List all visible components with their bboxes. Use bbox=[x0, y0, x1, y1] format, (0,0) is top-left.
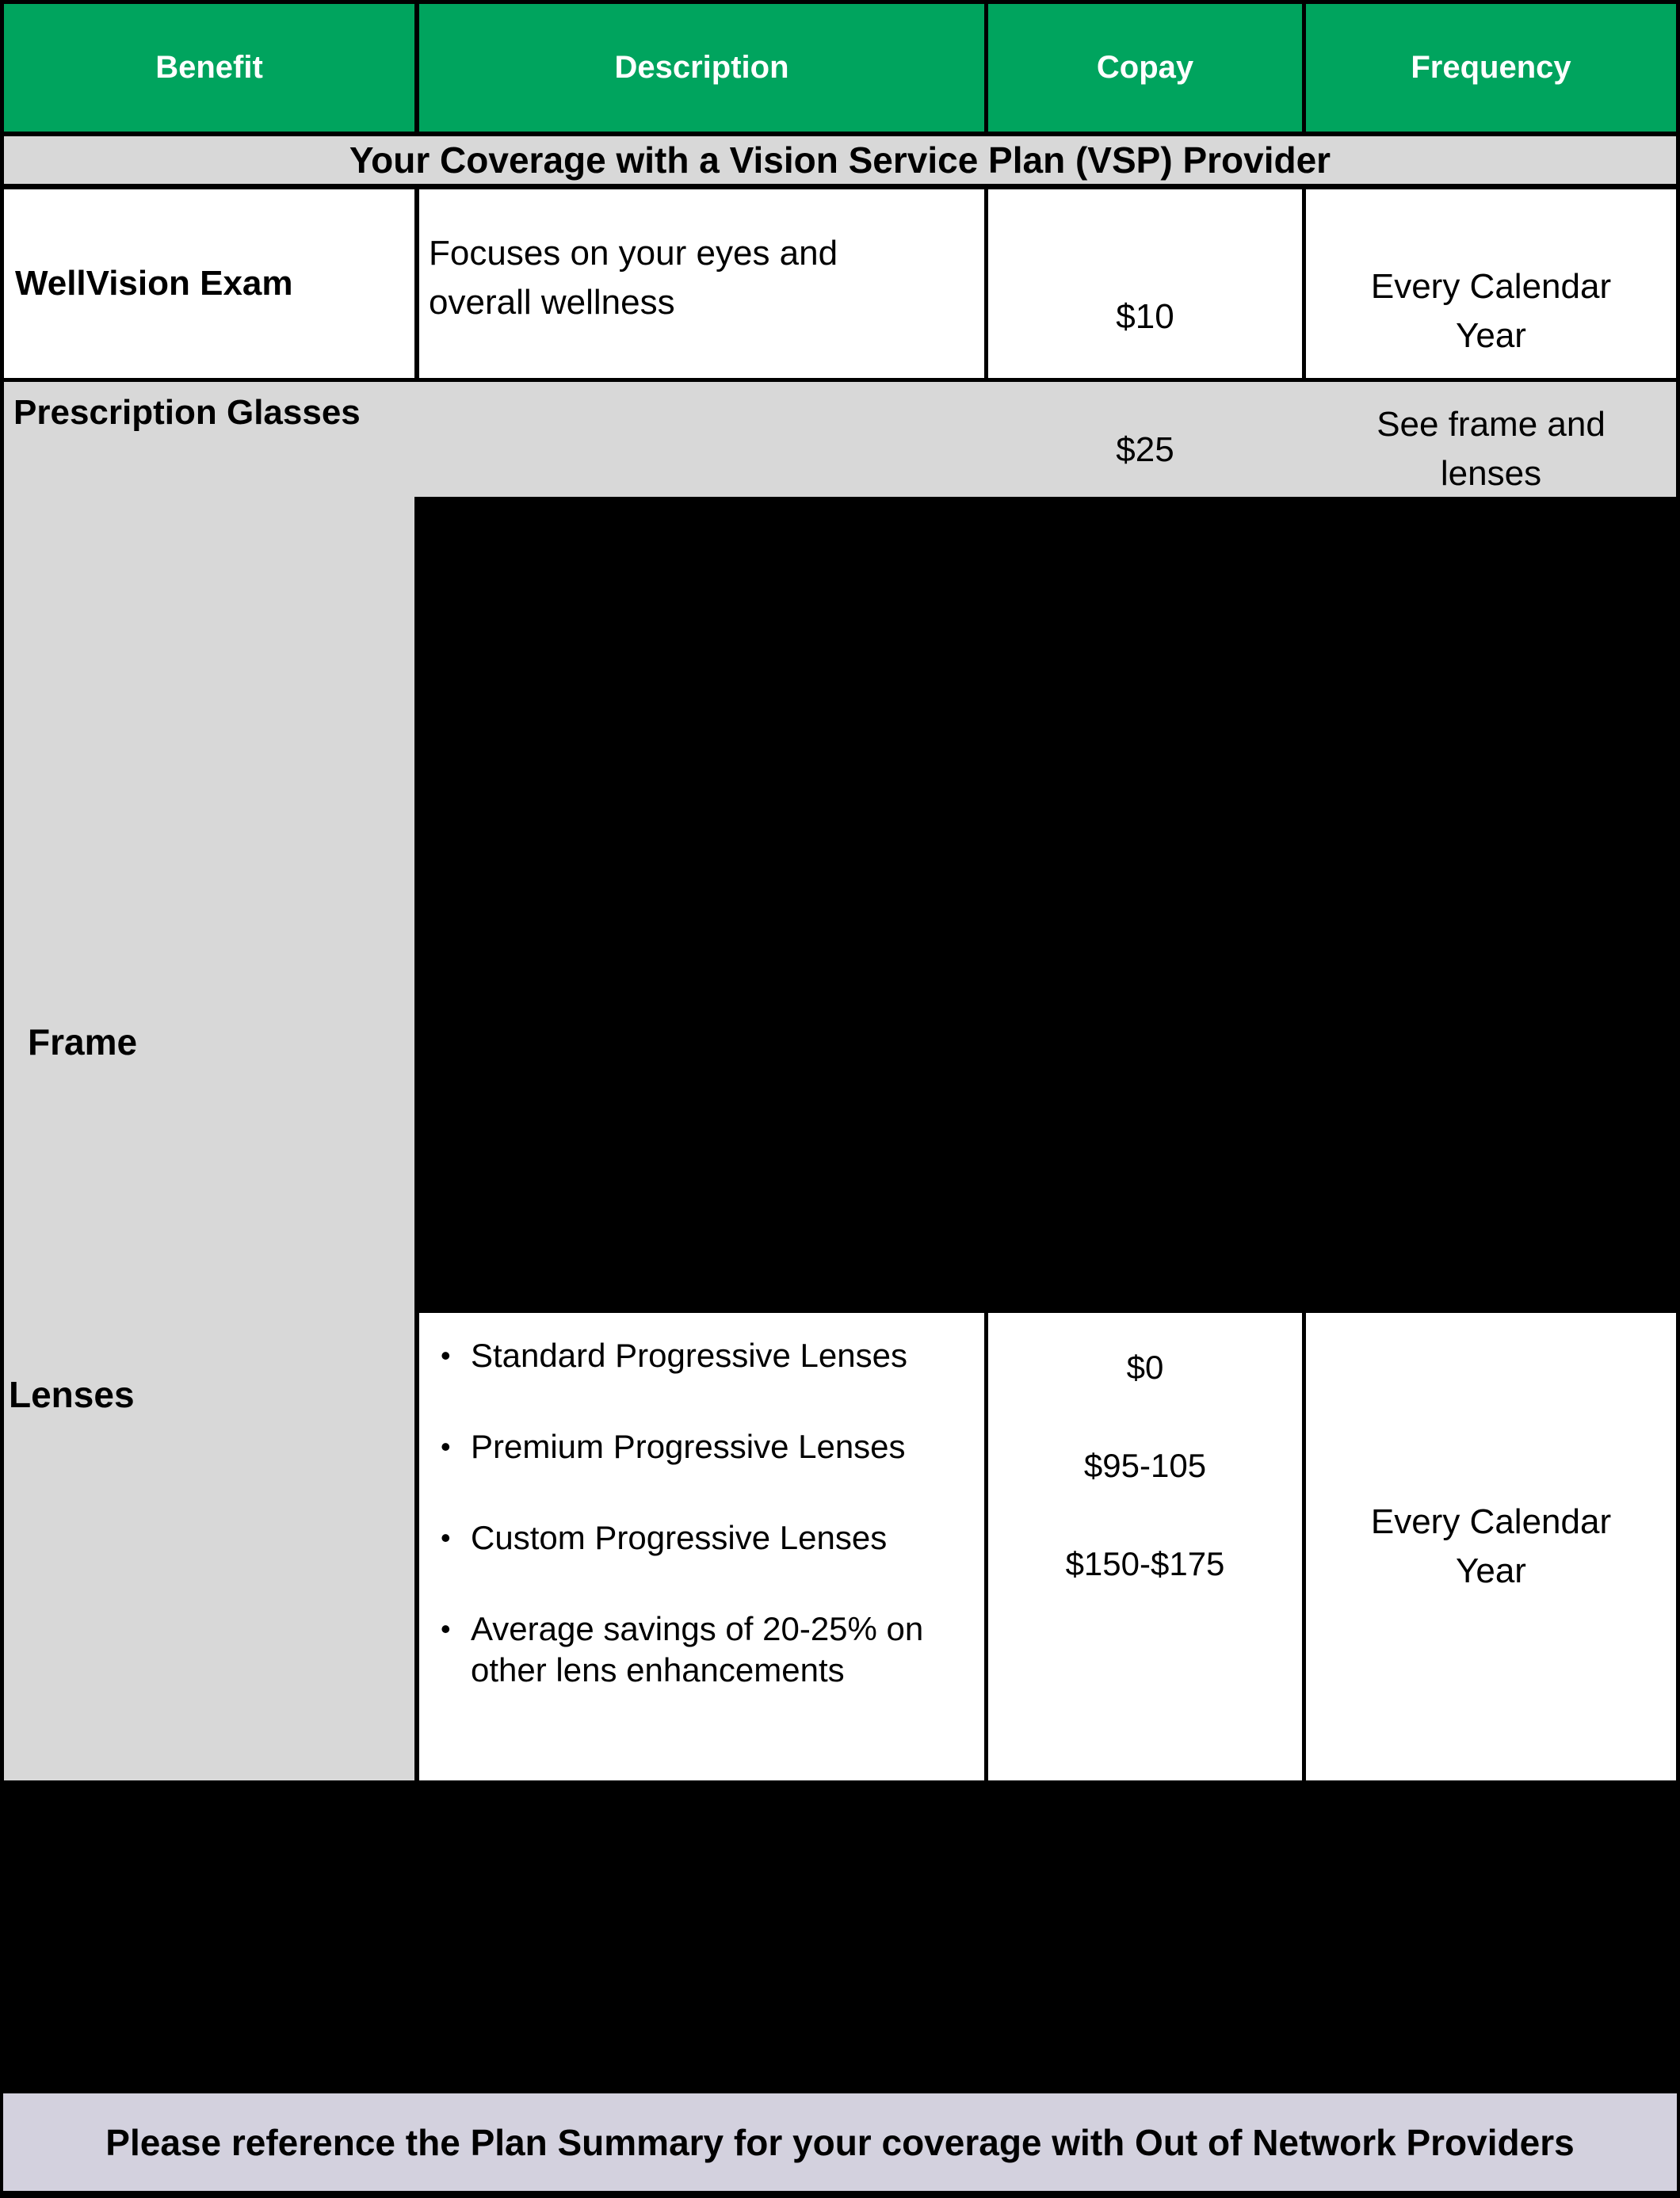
column-header-copay: Copay bbox=[988, 4, 1302, 132]
row-prescription-glasses-benefit: Prescription Glasses bbox=[13, 393, 361, 432]
column-header-benefit: Benefit bbox=[4, 4, 414, 132]
bullet-text: • Standard Progressive Lenses bbox=[471, 1337, 907, 1374]
section-header-vsp-provider: Your Coverage with a Vision Service Plan (VSP) Provider bbox=[4, 136, 1676, 184]
out-of-network-footer: Please reference the Plan Summary for your coverage with Out of Network Providers bbox=[3, 2093, 1677, 2191]
row-wellvision-benefit: WellVision Exam bbox=[4, 189, 414, 378]
bullet-average-savings bbox=[441, 1608, 960, 1691]
row-wellvision-frequency: Every Calendar Year bbox=[1306, 189, 1676, 378]
row-wellvision-copay: $10 bbox=[988, 189, 1302, 378]
benefit-column-background bbox=[4, 382, 414, 1780]
redaction-block-frame-lenses bbox=[414, 497, 1680, 1313]
row-frame-benefit: Frame bbox=[28, 1021, 138, 1063]
bullet-text: • Custom Progressive Lenses bbox=[471, 1519, 888, 1556]
column-header-description: Description bbox=[419, 4, 984, 132]
bullet-custom-progressive bbox=[441, 1517, 960, 1559]
row-lens-enhancements-copay bbox=[988, 1313, 1302, 1780]
bullet-standard-progressive bbox=[441, 1335, 960, 1376]
copay-premium-progressive: $95-105 bbox=[1083, 1447, 1207, 1484]
copay-custom-progressive: $150-$175 bbox=[1065, 1545, 1225, 1582]
column-header-frequency: Frequency bbox=[1306, 4, 1676, 132]
bullet-text: • Average savings of 20-25% on other lens enhancements bbox=[471, 1610, 924, 1689]
bullet-premium-progressive bbox=[441, 1426, 960, 1467]
row-lenses-benefit: Lenses bbox=[9, 1374, 135, 1415]
copay-standard-progressive: $0 bbox=[1126, 1349, 1164, 1386]
redaction-block-bottom bbox=[0, 1780, 1680, 2093]
row-lens-enhancements-description bbox=[419, 1313, 984, 1780]
lens-enhancements-bullet-list bbox=[441, 1335, 960, 1691]
row-prescription-glasses-frequency: See frame and lenses bbox=[1376, 405, 1606, 493]
row-prescription-glasses-copay: $25 bbox=[1116, 430, 1174, 469]
row-wellvision-description: Focuses on your eyes and overall wellness bbox=[419, 189, 984, 378]
bullet-text: • Premium Progressive Lenses bbox=[471, 1428, 906, 1465]
row-lens-enhancements-frequency: Every Calendar Year bbox=[1306, 1313, 1676, 1780]
